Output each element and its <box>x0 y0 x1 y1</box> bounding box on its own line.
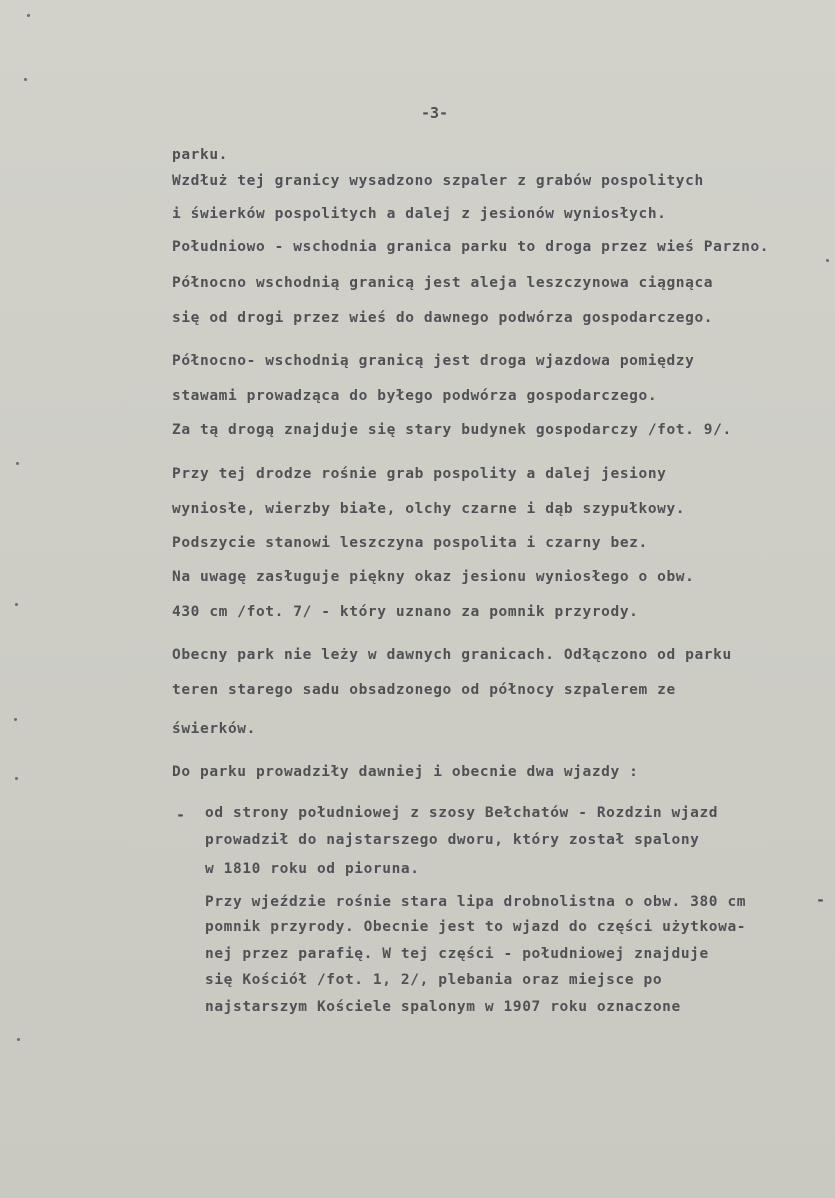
paper-speck <box>24 78 27 81</box>
text-line: teren starego sadu obsadzonego od północy szpalerem ze <box>172 682 676 698</box>
text-line: Południowo - wschodnia granica parku to droga przez wieś Parzno. <box>172 239 770 255</box>
page-number: -3- <box>421 104 449 122</box>
text-line: i świerków pospolitych a dalej z jesionów wyniosłych. <box>172 206 667 222</box>
list-item-line: od strony południowej z szosy Bełchatów - Rozdzin wjazd <box>205 805 719 821</box>
paper-speck <box>27 14 30 17</box>
text-line: Północno wschodnią granicą jest aleja leszczynowa ciągnąca <box>172 275 714 291</box>
list-item-line: nej przez parafię. W tej części - południowej znajduje <box>205 946 709 962</box>
text-line: Obecny park nie leży w dawnych granicach. Odłączono od parku <box>172 647 732 663</box>
line-end-dash: - <box>816 891 826 909</box>
list-bullet: - <box>176 806 186 824</box>
text-line: świerków. <box>172 721 256 737</box>
text-line: Za tą drogą znajduje się stary budynek gospodarczy /fot. 9/. <box>172 422 732 438</box>
paper-speck <box>15 603 18 606</box>
text-line: się od drogi przez wieś do dawnego podwórza gospodarczego. <box>172 310 714 326</box>
list-item-line: Przy wjeździe rośnie stara lipa drobnolistna o obw. 380 cm <box>205 894 747 910</box>
paper-speck <box>15 777 18 780</box>
text-line: Wzdłuż tej granicy wysadzono szpaler z grabów pospolitych <box>172 173 704 189</box>
list-item-line: prowadził do najstarszego dworu, który został spalony <box>205 832 700 848</box>
list-item-line: się Kościół /fot. 1, 2/, plebania oraz miejsce po <box>205 972 663 988</box>
text-line: stawami prowadząca do byłego podwórza gospodarczego. <box>172 388 658 404</box>
list-item-line: pomnik przyrody. Obecnie jest to wjazd do części użytkowa- <box>205 919 747 935</box>
text-line: Przy tej drodze rośnie grab pospolity a dalej jesiony <box>172 466 667 482</box>
text-line: parku. <box>172 147 228 163</box>
text-line: Na uwagę zasługuje piękny okaz jesionu wyniosłego o obw. <box>172 569 695 585</box>
text-line: Podszycie stanowi leszczyna pospolita i czarny bez. <box>172 535 648 551</box>
paper-speck <box>826 259 829 262</box>
text-line: Północno- wschodnią granicą jest droga wjazdowa pomiędzy <box>172 353 695 369</box>
paper-speck <box>17 1038 20 1041</box>
text-line: wyniosłe, wierzby białe, olchy czarne i dąb szypułkowy. <box>172 501 686 517</box>
paper-speck <box>14 718 17 721</box>
text-line: 430 cm /fot. 7/ - który uznano za pomnik przyrody. <box>172 604 639 620</box>
list-item-line: w 1810 roku od pioruna. <box>205 861 420 877</box>
list-item-line: najstarszym Kościele spalonym w 1907 roku oznaczone <box>205 999 681 1015</box>
text-line: Do parku prowadziły dawniej i obecnie dwa wjazdy : <box>172 764 639 780</box>
paper-speck <box>16 462 19 465</box>
